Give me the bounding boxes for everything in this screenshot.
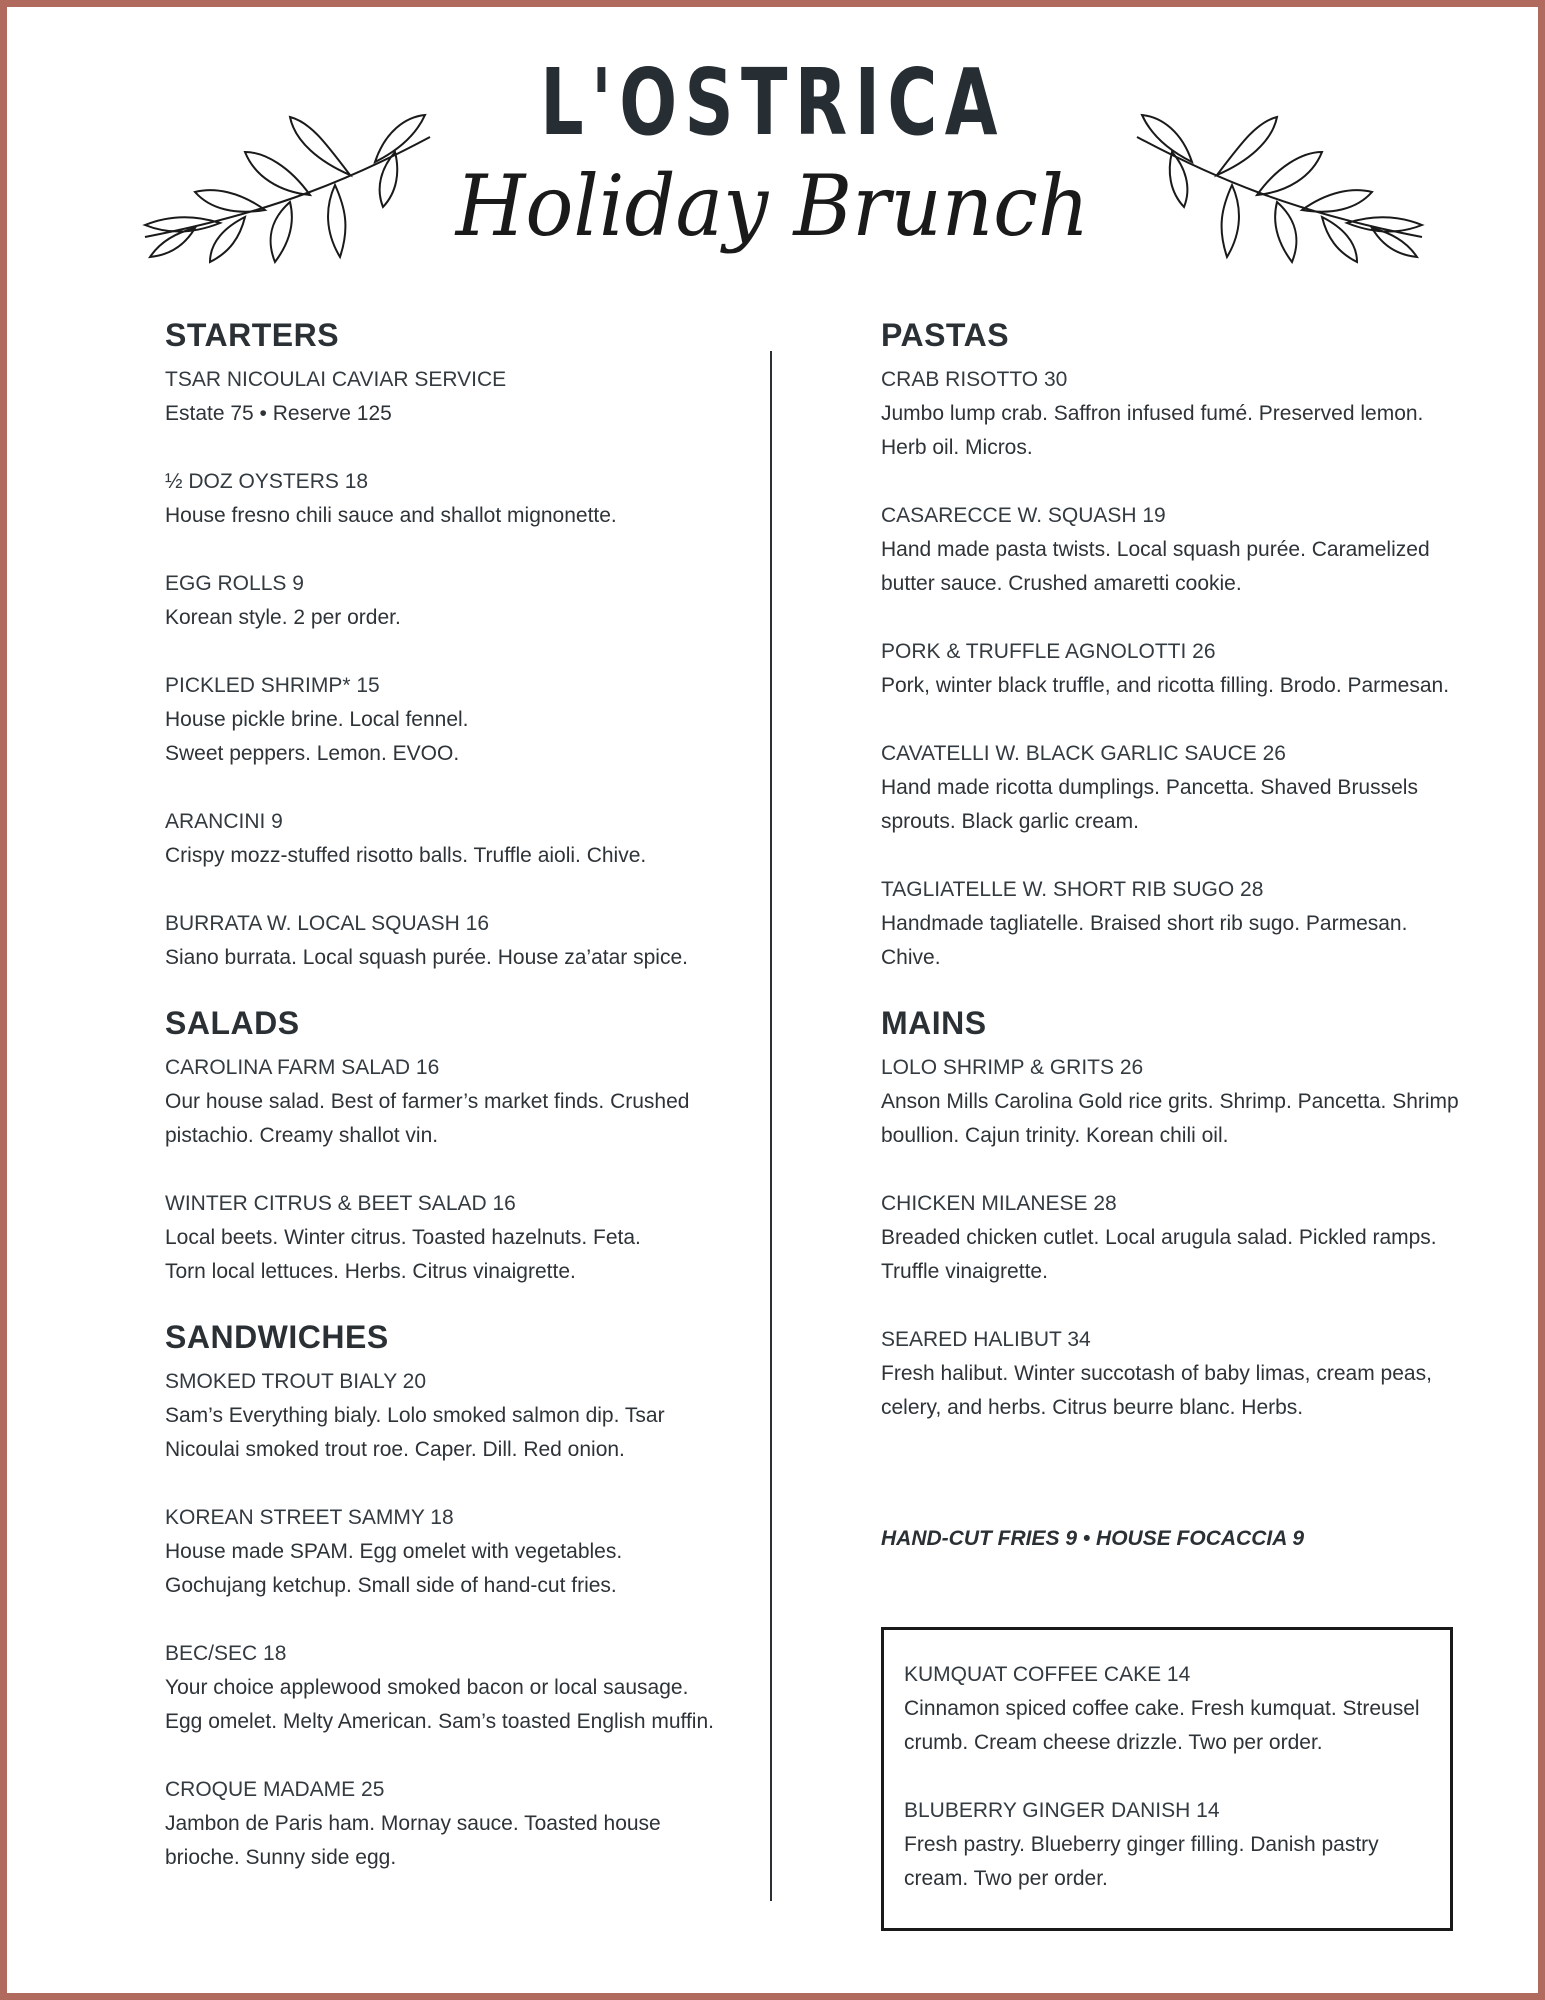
item-name: BEC/SEC 18 [165, 1642, 287, 1665]
item-name: SEARED HALIBUT 34 [881, 1328, 1091, 1351]
menu-item [165, 465, 725, 533]
item-description: Crispy mozz-stuffed risotto balls. Truffle aioli. Chive. [165, 844, 647, 867]
item-name: PORK & TRUFFLE AGNOLOTTI 26 [881, 640, 1216, 663]
section-title: MAINS [881, 1005, 987, 1041]
column-divider [770, 351, 772, 1901]
right-menu-column [881, 313, 1461, 1451]
menu-item [881, 1051, 1461, 1153]
section-sandwiches [165, 1315, 725, 1875]
item-name: TAGLIATELLE W. SHORT RIB SUGO 28 [881, 878, 1264, 901]
menu-item [881, 1187, 1461, 1289]
menu-item [165, 1051, 725, 1153]
item-name: CHICKEN MILANESE 28 [881, 1192, 1117, 1215]
section-title: SANDWICHES [165, 1319, 389, 1355]
menu-item [165, 1773, 725, 1875]
item-description: House pickle brine. Local fennel. Sweet peppers. Lemon. EVOO. [165, 708, 469, 765]
section-starters [165, 313, 725, 975]
menu-item [881, 635, 1461, 703]
item-description: Estate 75 • Reserve 125 [165, 402, 392, 425]
restaurant-name: L'OSTRICA [540, 49, 1005, 156]
menu-subtitle: Holiday Brunch [455, 157, 1090, 255]
item-name: BLUBERRY GINGER DANISH 14 [904, 1799, 1220, 1822]
menu-item [881, 1323, 1461, 1425]
item-name: KUMQUAT COFFEE CAKE 14 [904, 1663, 1191, 1686]
item-description: Hand made ricotta dumplings. Pancetta. Shaved Brussels sprouts. Black garlic cream. [881, 776, 1418, 833]
menu-item [165, 1637, 725, 1739]
item-description: Local beets. Winter citrus. Toasted hazelnuts. Feta. Torn local lettuces. Herbs. Citrus vinaigrette. [165, 1226, 641, 1283]
item-name: TSAR NICOULAI CAVIAR SERVICE [165, 368, 507, 391]
item-name: CASARECCE W. SQUASH 19 [881, 504, 1166, 527]
item-name: WINTER CITRUS & BEET SALAD 16 [165, 1192, 516, 1215]
item-name: EGG ROLLS 9 [165, 572, 304, 595]
left-menu-column [165, 313, 725, 1901]
menu-item [881, 499, 1461, 601]
section-title: SALADS [165, 1005, 300, 1041]
item-description: Fresh pastry. Blueberry ginger filling. Danish pastry cream. Two per order. [904, 1833, 1379, 1890]
item-description: Jumbo lump crab. Saffron infused fumé. Preserved lemon. Herb oil. Micros. [881, 402, 1424, 459]
section-title: PASTAS [881, 317, 1010, 353]
item-name: LOLO SHRIMP & GRITS 26 [881, 1056, 1144, 1079]
item-description: Pork, winter black truffle, and ricotta filling. Brodo. Parmesan. [881, 674, 1450, 697]
item-description: Hand made pasta twists. Local squash purée. Caramelized butter sauce. Crushed amaretti cookie. [881, 538, 1430, 595]
dessert-box [881, 1627, 1453, 1931]
menu-item [165, 805, 725, 873]
menu-header [7, 7, 1538, 287]
menu-item [881, 873, 1461, 975]
menu-item [165, 567, 725, 635]
sides-line: HAND-CUT FRIES 9 • HOUSE FOCACCIA 9 [881, 1527, 1305, 1550]
menu-item [165, 907, 725, 975]
item-name: BURRATA W. LOCAL SQUASH 16 [165, 912, 490, 935]
section-mains [881, 1001, 1461, 1425]
item-name: PICKLED SHRIMP* 15 [165, 674, 380, 697]
item-description: Your choice applewood smoked bacon or local sausage. Egg omelet. Melty American. Sam’s toasted English muffin. [165, 1676, 714, 1733]
item-description: Korean style. 2 per order. [165, 606, 401, 629]
item-description: Our house salad. Best of farmer’s market finds. Crushed pistachio. Creamy shallot vin. [165, 1090, 690, 1147]
menu-item [904, 1658, 1430, 1760]
item-name: ARANCINI 9 [165, 810, 283, 833]
item-name: KOREAN STREET SAMMY 18 [165, 1506, 454, 1529]
menu-item [904, 1794, 1430, 1896]
section-salads [165, 1001, 725, 1289]
menu-item [165, 363, 725, 431]
item-name: CRAB RISOTTO 30 [881, 368, 1068, 391]
item-description: Anson Mills Carolina Gold rice grits. Shrimp. Pancetta. Shrimp boullion. Cajun trinity. Korean chili oil. [881, 1090, 1459, 1147]
menu-item [881, 363, 1461, 465]
item-description: House fresno chili sauce and shallot mignonette. [165, 504, 617, 527]
item-description: Siano burrata. Local squash purée. House za’atar spice. [165, 946, 688, 969]
item-name: SMOKED TROUT BIALY 20 [165, 1370, 427, 1393]
item-name: ½ DOZ OYSTERS 18 [165, 470, 369, 493]
item-name: CAROLINA FARM SALAD 16 [165, 1056, 440, 1079]
item-description: Breaded chicken cutlet. Local arugula salad. Pickled ramps. Truffle vinaigrette. [881, 1226, 1437, 1283]
item-description: Cinnamon spiced coffee cake. Fresh kumquat. Streusel crumb. Cream cheese drizzle. Two per order. [904, 1697, 1420, 1754]
item-name: CAVATELLI W. BLACK GARLIC SAUCE 26 [881, 742, 1286, 765]
item-description: Sam’s Everything bialy. Lolo smoked salmon dip. Tsar Nicoulai smoked trout roe. Caper. Dill. Red onion. [165, 1404, 665, 1461]
menu-item [165, 1187, 685, 1289]
menu-item [165, 669, 505, 771]
menu-item [165, 1501, 725, 1603]
olive-branch-icon [1132, 97, 1442, 267]
item-description: Handmade tagliatelle. Braised short rib sugo. Parmesan. Chive. [881, 912, 1408, 969]
item-description: House made SPAM. Egg omelet with vegetables. Gochujang ketchup. Small side of hand-cut fries. [165, 1540, 623, 1597]
menu-item [881, 737, 1461, 839]
item-description: Fresh halibut. Winter succotash of baby limas, cream peas, celery, and herbs. Citrus beurre blanc. Herbs. [881, 1362, 1432, 1419]
section-pastas [881, 313, 1461, 975]
item-description: Jambon de Paris ham. Mornay sauce. Toasted house brioche. Sunny side egg. [165, 1812, 661, 1869]
section-title: STARTERS [165, 317, 340, 353]
menu-item [165, 1365, 725, 1467]
item-name: CROQUE MADAME 25 [165, 1778, 385, 1801]
